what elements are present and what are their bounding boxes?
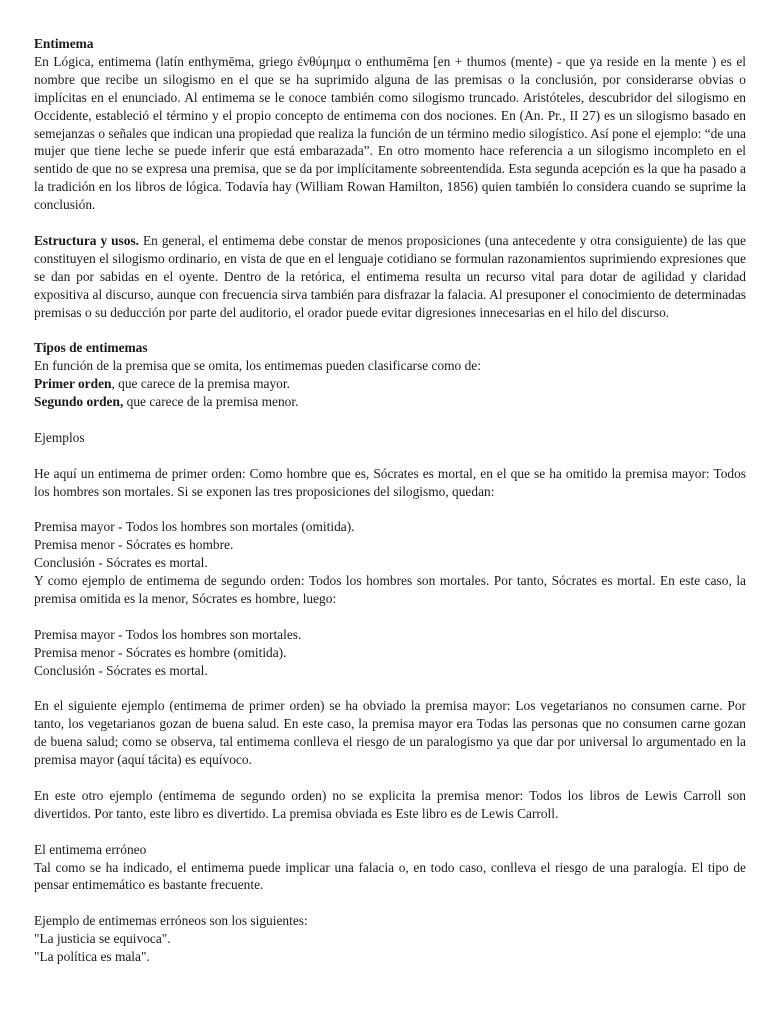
spacer: [34, 769, 746, 787]
erroneous-example-item: "La política es mala".: [34, 949, 150, 965]
example1-line: Premisa mayor - Todos los hombres son mortales (omitida).: [34, 519, 355, 535]
erroneous-heading: El entimema erróneo: [34, 841, 147, 857]
erroneous-paragraph: Tal como se ha indicado, el entimema puede implicar una falacia o, en todo caso, conlleva el riesgo de una paralogía. El tipo de pensar entimemático es bastante frecuente.: [34, 859, 746, 893]
spacer: [34, 894, 746, 912]
document-title: Entimema: [34, 36, 94, 51]
spacer: [34, 411, 746, 429]
spacer: [34, 214, 746, 232]
spacer: [34, 823, 746, 841]
types-intro: En función de la premisa que se omita, los entimemas pueden clasificarse como de:: [34, 358, 481, 374]
example1-paragraph: He aquí un entimema de primer orden: Como hombre que es, Sócrates es mortal, en el que se ha omitido la premisa mayor: Todos los hombres son mortales. Si se exponen las tres proposiciones del silogismo, quedan:: [34, 465, 746, 499]
erroneous-examples-intro: Ejemplo de entimemas erróneos son los siguientes:: [34, 913, 308, 929]
spacer: [34, 447, 746, 465]
second-order-text: que carece de la premisa menor.: [123, 394, 299, 410]
example2-line: Conclusión - Sócrates es mortal.: [34, 662, 208, 678]
structure-text: En general, el entimema debe constar de menos proposiciones (una antecedente y otra consiguiente) de las que constituyen el silogismo ordinario, en vista de que en el lenguaje cotidiano se formulan razonamientos suprimiendo expresiones que se dan por sabidas en el oyente. Dentro de la retórica, el entimema resulta un recurso vital para dotar de agilidad y claridad expositiva al discurso, aunque con frecuencia sirva también para disfrazar la falacia. Al presuponer el conocimiento de determinadas premisas o su deducción por parte del auditorio, el orador puede evitar digresiones innecesarias en el hilo del discurso.: [34, 232, 746, 320]
types-first-order: [34, 375, 746, 393]
example1-line: Premisa menor - Sócrates es hombre.: [34, 537, 234, 553]
types-second-order: [34, 393, 746, 411]
structure-paragraph: [34, 232, 746, 322]
document-page: [34, 35, 746, 966]
example2-line: Premisa menor - Sócrates es hombre (omitida).: [34, 644, 287, 660]
spacer: [34, 501, 746, 519]
vegetarian-paragraph: En el siguiente ejemplo (entimema de primer orden) se ha obviado la premisa mayor: Los vegetarianos no consumen carne. Por tanto, los vegetarianos gozan de buena salud. En este caso, la premisa mayor era Todas las personas que no consumen carne gozan de buena salud; como se observa, tal entimema conlleva el riesgo de un paralogismo ya que dar por universal lo argumentado en la premisa mayor (aquí tácita) es equívoco.: [34, 698, 746, 768]
carroll-paragraph: En este otro ejemplo (entimema de segundo orden) no se explicita la premisa menor: Todos los libros de Lewis Carroll son divertidos. Por tanto, este libro es divertido. La premisa obviada es Este libro es de Lewis Carroll.: [34, 787, 746, 821]
example1-line: Conclusión - Sócrates es mortal.: [34, 555, 208, 571]
second-order-label: Segundo orden,: [34, 394, 124, 410]
intro-paragraph: En Lógica, entimema (latín enthymēma, griego ἐνθύμημα o enthumēma [en + thumos (mente) - que ya reside en la mente ) es el nombre que recibe un silogismo en el que se ha suprimido alguna de las premisas o la conclusión, por considerarse obvias o implícitas en el enunciado. Al entimema se le conoce también como silogismo truncado. Aristóteles, descubridor del silogismo en Occidente, estableció el término y el propio concepto de entimema con dos nociones. En (An. Pr., II 27) es un silogismo basado en semejanzas o señales que indican una propiedad que realiza la función de un término medio silogístico. Así pone el ejemplo: “de una mujer que tiene leche se puede inferir que está embarazada”. En otro momento hace referencia a un silogismo incompleto en el sentido de que no se expresa una premisa, que se da por implícitamente sobreentendida. Esta segunda acepción es la que ha pasado a la tradición en los libros de lógica. Todavía hay (William Rowan Hamilton, 1856) quien también lo considera cuando se suprime la conclusión.: [34, 53, 746, 213]
first-order-text: , que carece de la premisa mayor.: [111, 376, 290, 392]
spacer: [34, 321, 746, 339]
erroneous-example-item: "La justicia se equivoca".: [34, 931, 171, 947]
spacer: [34, 680, 746, 698]
examples-heading: Ejemplos: [34, 429, 85, 445]
types-heading: Tipos de entimemas: [34, 340, 148, 356]
example2-paragraph: Y como ejemplo de entimema de segundo orden: Todos los hombres son mortales. Por tanto, Sócrates es mortal. En este caso, la premisa omitida es la menor, Sócrates es hombre, luego:: [34, 573, 746, 607]
example2-line: Premisa mayor - Todos los hombres son mortales.: [34, 626, 302, 642]
first-order-label: Primer orden: [34, 376, 112, 392]
spacer: [34, 608, 746, 626]
structure-heading: Estructura y usos.: [34, 232, 140, 248]
